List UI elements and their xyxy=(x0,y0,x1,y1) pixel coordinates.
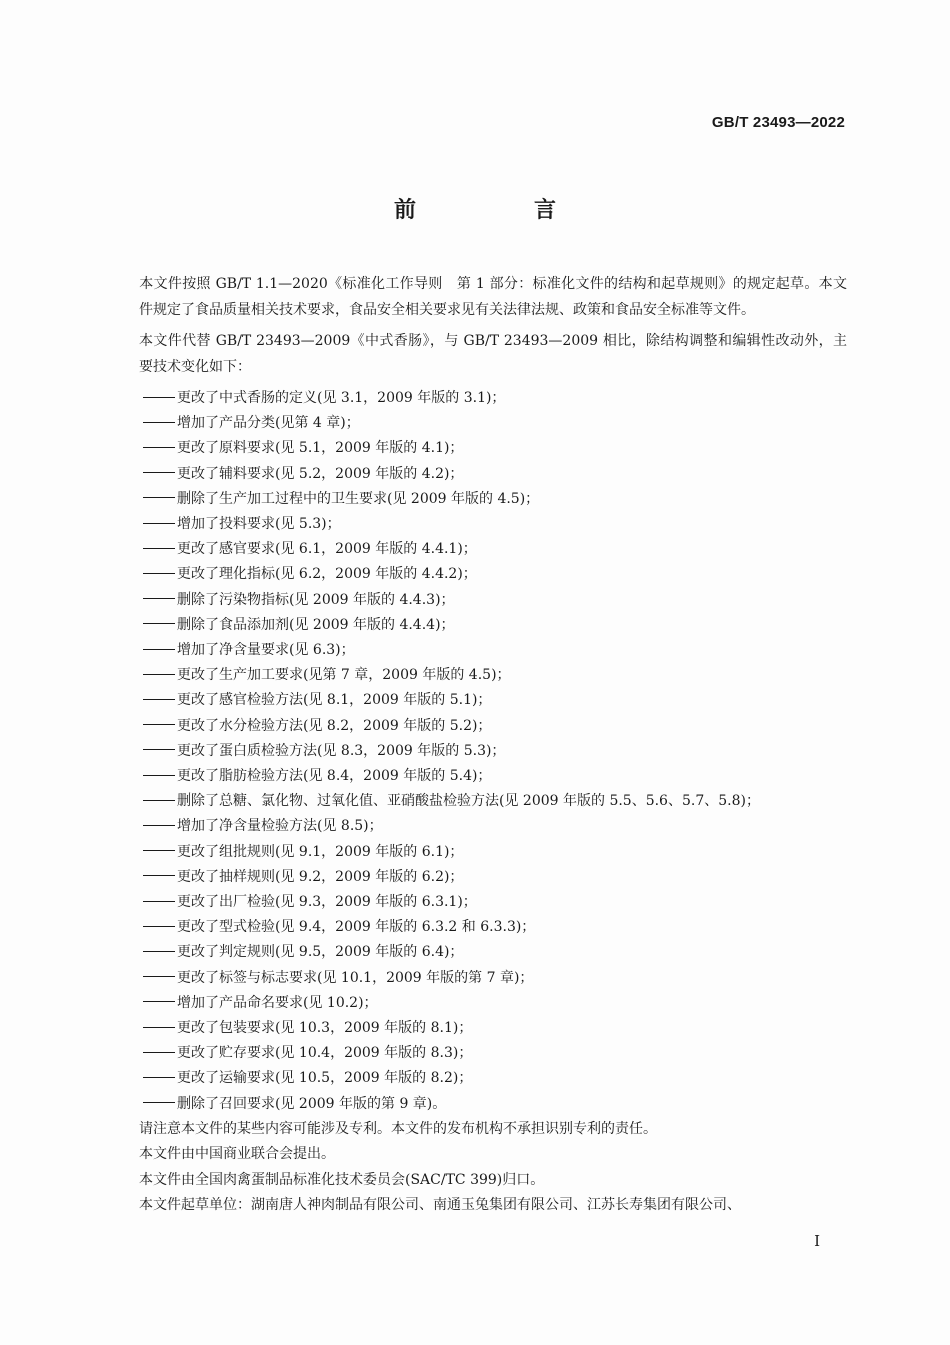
change-item xyxy=(139,386,847,411)
change-text: 更改了标签与标志要求(见 10.1，2009 年版的第 7 章)； xyxy=(177,969,534,986)
change-item xyxy=(139,688,847,713)
proposer-statement: 本文件由中国商业联合会提出。 xyxy=(139,1146,335,1163)
em-dash-marker xyxy=(143,926,175,927)
change-text: 更改了辅料要求(见 5.2，2009 年版的 4.2)； xyxy=(177,465,464,482)
closing-statements xyxy=(139,1117,847,1219)
change-item xyxy=(139,1041,847,1066)
change-text: 更改了原料要求(见 5.1，2009 年版的 4.1)； xyxy=(177,440,464,457)
em-dash-marker xyxy=(143,397,175,398)
change-item xyxy=(139,814,847,839)
change-item xyxy=(139,562,847,587)
change-item xyxy=(139,613,847,638)
em-dash-marker xyxy=(143,497,175,498)
em-dash-marker xyxy=(143,548,175,549)
em-dash-marker xyxy=(143,1027,175,1028)
change-text: 删除了食品添加剂(见 2009 年版的 4.4.4)； xyxy=(177,616,455,633)
change-text: 更改了判定规则(见 9.5，2009 年版的 6.4)； xyxy=(177,944,464,961)
change-item xyxy=(139,940,847,965)
em-dash-marker xyxy=(143,573,175,574)
change-item xyxy=(139,764,847,789)
change-text: 更改了运输要求(见 10.5，2009 年版的 8.2)； xyxy=(177,1070,473,1087)
change-item xyxy=(139,714,847,739)
change-text: 删除了总糖、氯化物、过氧化值、亚硝酸盐检验方法(见 2009 年版的 5.5、5.6、5.7、5.8)； xyxy=(177,793,760,810)
em-dash-marker xyxy=(143,901,175,902)
intro-text-1: 本文件按照 GB/T 1.1—2020《标准化工作导则 第 1 部分：标准化文件的结构和起草规则》的规定起草。本文件规定了食品质量相关技术要求，食品安全相关要求见有关法律法规、政策和食品安全标准等文件。 xyxy=(139,276,847,318)
changes-list xyxy=(139,386,847,1117)
change-text: 更改了感官要求(见 6.1，2009 年版的 4.4.1)； xyxy=(177,541,477,558)
em-dash-marker xyxy=(143,1102,175,1103)
change-text: 增加了净含量要求(见 6.3)； xyxy=(177,642,355,659)
change-item xyxy=(139,991,847,1016)
change-item xyxy=(139,588,847,613)
change-text: 更改了生产加工要求(见第 7 章，2009 年版的 4.5)； xyxy=(177,667,511,684)
drafting-units: 本文件起草单位：湖南唐人神肉制品有限公司、南通玉兔集团有限公司、江苏长寿集团有限公司、 xyxy=(139,1197,741,1214)
change-item xyxy=(139,739,847,764)
change-item xyxy=(139,537,847,562)
em-dash-marker xyxy=(143,951,175,952)
em-dash-marker xyxy=(143,976,175,977)
em-dash-marker xyxy=(143,825,175,826)
change-text: 更改了出厂检验(见 9.3，2009 年版的 6.3.1)； xyxy=(177,894,477,911)
em-dash-marker xyxy=(143,422,175,423)
change-text: 删除了生产加工过程中的卫生要求(见 2009 年版的 4.5)； xyxy=(177,490,540,507)
patent-notice: 请注意本文件的某些内容可能涉及专利。本文件的发布机构不承担识别专利的责任。 xyxy=(139,1120,657,1137)
em-dash-marker xyxy=(143,674,175,675)
em-dash-marker xyxy=(143,724,175,725)
em-dash-marker xyxy=(143,623,175,624)
change-text: 增加了产品命名要求(见 10.2)； xyxy=(177,994,378,1011)
change-text: 增加了净含量检验方法(见 8.5)； xyxy=(177,818,383,835)
change-text: 更改了抽样规则(见 9.2，2009 年版的 6.2)； xyxy=(177,868,464,885)
change-item xyxy=(139,411,847,436)
change-item xyxy=(139,1016,847,1041)
em-dash-marker xyxy=(143,1001,175,1002)
intro-paragraph-2 xyxy=(139,329,847,380)
change-text: 增加了产品分类(见第 4 章)； xyxy=(177,415,360,432)
change-item xyxy=(139,966,847,991)
change-item xyxy=(139,462,847,487)
em-dash-marker xyxy=(143,875,175,876)
page-number: I xyxy=(814,1232,820,1250)
change-item xyxy=(139,865,847,890)
em-dash-marker xyxy=(143,472,175,473)
change-text: 更改了水分检验方法(见 8.2，2009 年版的 5.2)； xyxy=(177,717,492,734)
em-dash-marker xyxy=(143,699,175,700)
change-item xyxy=(139,1066,847,1091)
em-dash-marker xyxy=(143,850,175,851)
change-item xyxy=(139,789,847,814)
em-dash-marker xyxy=(143,749,175,750)
em-dash-marker xyxy=(143,1077,175,1078)
change-item xyxy=(139,890,847,915)
change-text: 更改了脂肪检验方法(见 8.4，2009 年版的 5.4)； xyxy=(177,768,492,785)
em-dash-marker xyxy=(143,800,175,801)
change-item xyxy=(139,436,847,461)
change-item xyxy=(139,1092,847,1117)
intro-text-2: 本文件代替 GB/T 23493—2009《中式香肠》，与 GB/T 23493—2009 相比，除结构调整和编辑性改动外，主要技术变化如下： xyxy=(139,333,847,375)
change-text: 增加了投料要求(见 5.3)； xyxy=(177,516,341,533)
change-item xyxy=(139,638,847,663)
change-text: 删除了污染物指标(见 2009 年版的 4.4.3)； xyxy=(177,591,455,608)
change-item xyxy=(139,487,847,512)
change-text: 更改了贮存要求(见 10.4，2009 年版的 8.3)； xyxy=(177,1045,473,1062)
change-text: 删除了召回要求(见 2009 年版的第 9 章)。 xyxy=(177,1095,447,1112)
intro-paragraph-1 xyxy=(139,272,847,323)
change-text: 更改了中式香肠的定义(见 3.1，2009 年版的 3.1)； xyxy=(177,390,506,406)
em-dash-marker xyxy=(143,775,175,776)
change-item xyxy=(139,915,847,940)
change-text: 更改了感官检验方法(见 8.1，2009 年版的 5.1)； xyxy=(177,692,492,709)
change-text: 更改了蛋白质检验方法(见 8.3，2009 年版的 5.3)； xyxy=(177,742,506,759)
change-item xyxy=(139,512,847,537)
change-text: 更改了包装要求(见 10.3，2009 年版的 8.1)； xyxy=(177,1020,473,1037)
em-dash-marker xyxy=(143,447,175,448)
change-text: 更改了理化指标(见 6.2，2009 年版的 4.4.2)； xyxy=(177,566,477,583)
em-dash-marker xyxy=(143,523,175,524)
standard-code: GB/T 23493—2022 xyxy=(711,114,845,131)
foreword-body xyxy=(139,272,847,1219)
committee-statement: 本文件由全国肉禽蛋制品标准化技术委员会(SAC/TC 399)归口。 xyxy=(139,1171,545,1188)
change-text: 更改了型式检验(见 9.4，2009 年版的 6.3.2 和 6.3.3)； xyxy=(177,919,536,936)
change-item xyxy=(139,840,847,865)
em-dash-marker xyxy=(143,649,175,650)
em-dash-marker xyxy=(143,1052,175,1053)
em-dash-marker xyxy=(143,598,175,599)
change-text: 更改了组批规则(见 9.1，2009 年版的 6.1)； xyxy=(177,843,464,860)
change-item xyxy=(139,663,847,688)
page-title: 前 言 xyxy=(393,198,604,223)
